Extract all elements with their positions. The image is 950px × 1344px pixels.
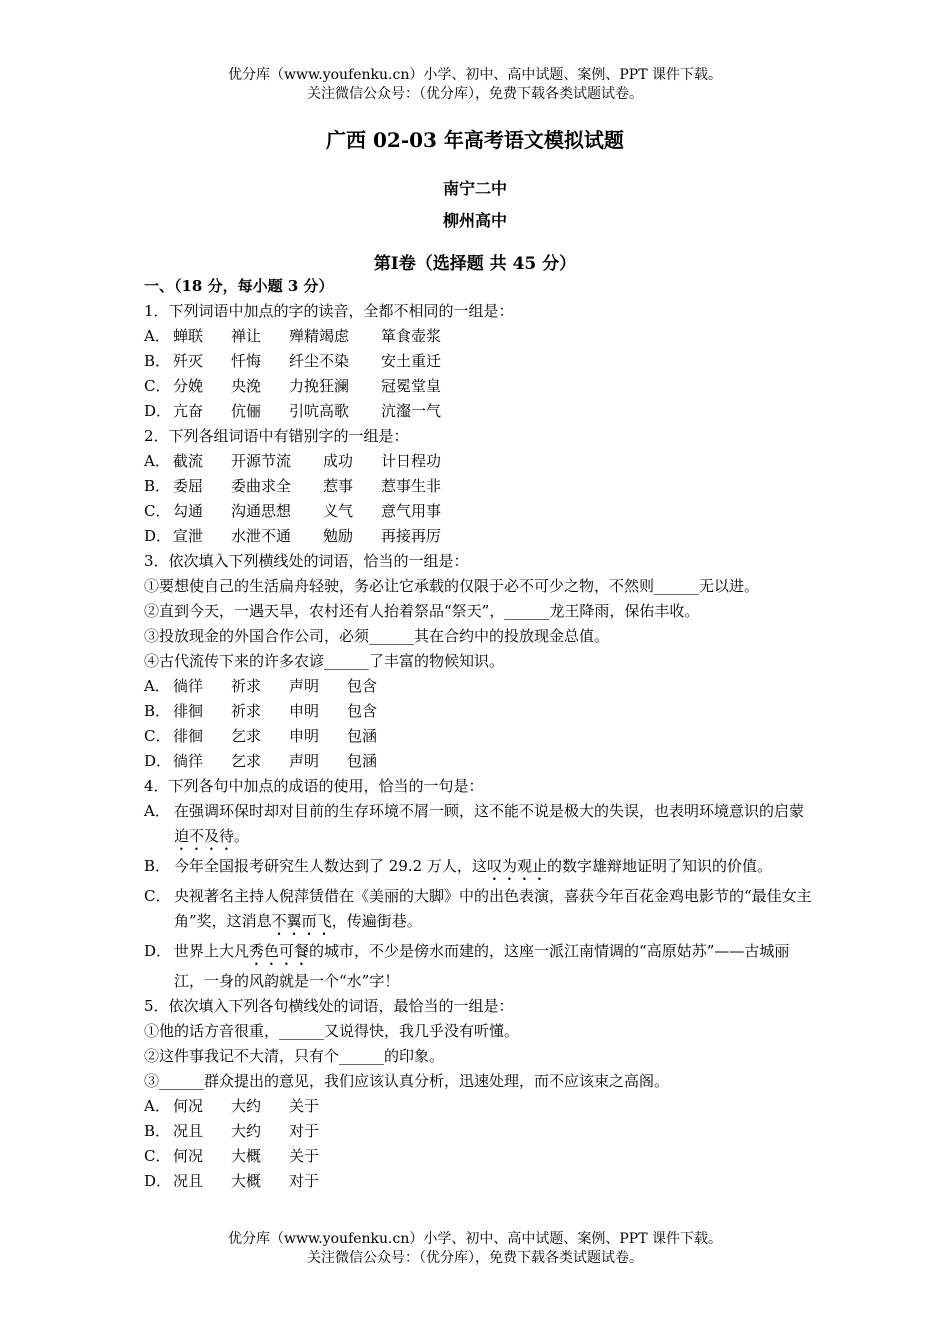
dotted-idiom: 不翼而飞 <box>271 912 332 930</box>
option-word: 歼灭 <box>173 352 204 370</box>
q2-option-d <box>144 524 812 549</box>
option-word: 截流 <box>173 452 204 470</box>
option-word: 包涵 <box>347 727 378 745</box>
option-word: 祈求 <box>231 677 262 695</box>
q4-option-a <box>144 799 812 854</box>
option-word: 大约 <box>231 1122 262 1140</box>
option-word: 义气 <box>323 502 354 520</box>
q5-sentence-1: ①他的话方音很重，______又说得快，我几乎没有听懂。 <box>144 1022 520 1040</box>
option-label: B． <box>144 857 171 875</box>
option-text-post: 的城市，不少是傍水而建的，这座一派江南情调的“高原姑苏”——古城丽江，一身的风韵就是一个“水”字！ <box>174 942 790 990</box>
option-word: 申明 <box>289 727 320 745</box>
option-word: 祈求 <box>231 702 262 720</box>
q1-option-c <box>144 374 812 399</box>
q5-option-b <box>144 1119 812 1144</box>
option-text <box>174 939 812 994</box>
option-word: 宣泄 <box>173 527 204 545</box>
option-word: 况且 <box>173 1172 204 1190</box>
option-label: B． <box>144 702 171 720</box>
option-word: 力挽狂澜 <box>289 377 350 395</box>
option-label: B． <box>144 352 171 370</box>
header-line-1: 优分库（www.youfenku.cn）小学、初中、高中试题、案例、PPT 课件下载。 <box>227 67 722 83</box>
option-word: 包含 <box>347 702 378 720</box>
q5-sentence-3: ③______群众提出的意见，我们应该认真分析，迅速处理，而不应该束之高阁。 <box>144 1072 670 1090</box>
footer-line-2: 关注微信公众号：（优分库），免费下载各类试题试卷。 <box>307 1250 643 1266</box>
option-text <box>174 884 812 939</box>
option-text-pre: 在强调环保时却对目前的生存环境不屑一顾，这不能不说是极大的失误，也表明环境意识的启蒙 <box>174 802 805 820</box>
option-text-pre: 央视著名主持人倪萍赁借在《美丽的大脚》中的出色表演，喜获今年百花金鸡电影节的“最佳女主角”奖，这消息 <box>174 887 812 930</box>
option-label: D． <box>144 942 172 960</box>
option-text <box>174 854 812 884</box>
q4-option-d <box>144 939 812 994</box>
option-word: 分娩 <box>173 377 204 395</box>
q3-option-b <box>144 699 812 724</box>
option-text-post: 。 <box>234 827 250 845</box>
option-word: 声明 <box>289 677 320 695</box>
option-word: 大约 <box>231 1097 262 1115</box>
option-word: 亢奋 <box>173 402 204 420</box>
option-label: C． <box>144 502 171 520</box>
option-label: A． <box>144 1097 170 1115</box>
option-word: 乞求 <box>231 752 262 770</box>
option-word: 委曲求全 <box>231 477 292 495</box>
q1-option-a <box>144 324 812 349</box>
option-word: 何况 <box>173 1147 204 1165</box>
option-word: 乞求 <box>231 727 262 745</box>
option-word: 蝉联 <box>173 327 204 345</box>
exam-content <box>144 274 812 1194</box>
q4-option-c <box>144 884 812 939</box>
part-heading: 一、（18 分，每小题 3 分） <box>144 277 334 295</box>
option-word: 徜徉 <box>173 752 204 770</box>
option-word: 计日程功 <box>381 452 442 470</box>
q5-option-c <box>144 1144 812 1169</box>
document-title: 广西 02-03 年高考语文模拟试题 <box>326 128 624 152</box>
option-word: 徘徊 <box>173 702 204 720</box>
question-2-stem: 2．下列各组词语中有错别字的一组是： <box>144 427 409 445</box>
option-word: 对于 <box>289 1172 320 1190</box>
question-3-stem: 3．依次填入下列横线处的词语，恰当的一组是： <box>144 552 469 570</box>
option-word: 徘徊 <box>173 727 204 745</box>
section-title: 第Ⅰ卷（选择题 共 45 分） <box>373 254 577 274</box>
option-label: A． <box>144 677 170 695</box>
dotted-idiom: 迫不及待 <box>174 827 235 845</box>
option-label: A． <box>144 452 170 470</box>
option-word: 冠冕堂皇 <box>381 377 442 395</box>
q1-option-d <box>144 399 812 424</box>
option-label: C． <box>144 377 171 395</box>
dotted-idiom: 叹为观止 <box>486 857 547 875</box>
option-word: 大概 <box>231 1147 262 1165</box>
option-label: D． <box>144 752 172 770</box>
q3-sentence-4: ④古代流传下来的许多农谚______了丰富的物候知识。 <box>144 652 505 670</box>
option-word: 勉励 <box>323 527 354 545</box>
option-word: 伉俪 <box>231 402 262 420</box>
option-text-post: ，传遍街巷。 <box>331 912 422 930</box>
option-word: 箪食壶浆 <box>381 327 442 345</box>
page-footer <box>0 1230 950 1268</box>
option-label: B． <box>144 1122 171 1140</box>
page-header <box>0 66 950 104</box>
header-line-2: 关注微信公众号：（优分库），免费下载各类试题试卷。 <box>307 86 643 102</box>
option-word: 意气用事 <box>381 502 442 520</box>
q3-sentence-1: ①要想使自己的生活扁舟轻驶，务必让它承载的仅限于必不可少之物，不然则______无以进。 <box>144 577 760 595</box>
option-word: 惹事生非 <box>381 477 442 495</box>
option-word: 引吭高歌 <box>289 402 350 420</box>
option-word: 关于 <box>289 1147 320 1165</box>
option-word: 况且 <box>173 1122 204 1140</box>
question-4-stem: 4．下列各句中加点的成语的使用，恰当的一句是： <box>144 777 484 795</box>
q3-sentence-2: ②直到今天，一遇天旱，农村还有人抬着祭品“祭天”，______龙王降雨，保佑丰收。 <box>144 602 700 620</box>
option-word: 大概 <box>231 1172 262 1190</box>
option-label: C． <box>144 1147 171 1165</box>
option-word: 央浼 <box>231 377 262 395</box>
option-word: 何况 <box>173 1097 204 1115</box>
option-word: 申明 <box>289 702 320 720</box>
school-name-1: 南宁二中 <box>442 179 507 198</box>
option-label: C． <box>144 887 171 905</box>
option-word: 对于 <box>289 1122 320 1140</box>
q2-option-c <box>144 499 812 524</box>
option-word: 沟通思想 <box>231 502 292 520</box>
school-name-2: 柳州高中 <box>442 211 507 230</box>
option-word: 包含 <box>347 677 378 695</box>
option-label: A． <box>144 327 170 345</box>
q2-option-a <box>144 449 812 474</box>
q3-sentence-3: ③投放现金的外国合作公司，必须______其在合约中的投放现金总值。 <box>144 627 610 645</box>
question-5-stem: 5．依次填入下列各句横线处的词语，最恰当的一组是： <box>144 997 514 1015</box>
option-word: 再接再厉 <box>381 527 442 545</box>
option-word: 徜徉 <box>173 677 204 695</box>
q3-option-a <box>144 674 812 699</box>
q4-option-b <box>144 854 812 884</box>
option-label: D． <box>144 527 172 545</box>
option-label: D． <box>144 402 172 420</box>
q3-option-c <box>144 724 812 749</box>
option-label: C． <box>144 727 171 745</box>
option-word: 委屈 <box>173 477 204 495</box>
option-text-pre: 世界上大凡 <box>174 942 250 960</box>
option-word: 开源节流 <box>231 452 292 470</box>
option-word: 殚精竭虑 <box>289 327 350 345</box>
option-text-pre: 今年全国报考研究生人数达到了 29.2 万人，这 <box>174 857 487 875</box>
q5-sentence-2: ②这件事我记不大清，只有个______的印象。 <box>144 1047 445 1065</box>
option-word: 安土重迁 <box>381 352 442 370</box>
question-1-stem: 1．下列词语中加点的字的读音，全都不相同的一组是： <box>144 302 514 320</box>
option-text-post: 的数字雄辩地证明了知识的价值。 <box>546 857 772 875</box>
option-word: 忏悔 <box>231 352 262 370</box>
footer-line-1: 优分库（www.youfenku.cn）小学、初中、高中试题、案例、PPT 课件下载。 <box>227 1231 722 1247</box>
option-word: 惹事 <box>323 477 354 495</box>
option-word: 包涵 <box>347 752 378 770</box>
option-text <box>174 799 812 854</box>
q3-option-d <box>144 749 812 774</box>
q5-option-d <box>144 1169 812 1194</box>
option-word: 沆瀣一气 <box>381 402 442 420</box>
option-word: 勾通 <box>173 502 204 520</box>
option-word: 成功 <box>323 452 354 470</box>
q1-option-b <box>144 349 812 374</box>
option-label: A． <box>144 802 170 820</box>
q2-option-b <box>144 474 812 499</box>
option-word: 关于 <box>289 1097 320 1115</box>
option-word: 水泄不通 <box>231 527 292 545</box>
option-word: 纤尘不染 <box>289 352 350 370</box>
q5-option-a <box>144 1094 812 1119</box>
option-label: B． <box>144 477 171 495</box>
option-label: D． <box>144 1172 172 1190</box>
option-word: 禅让 <box>231 327 262 345</box>
dotted-idiom: 秀色可餐 <box>249 942 310 960</box>
option-word: 声明 <box>289 752 320 770</box>
